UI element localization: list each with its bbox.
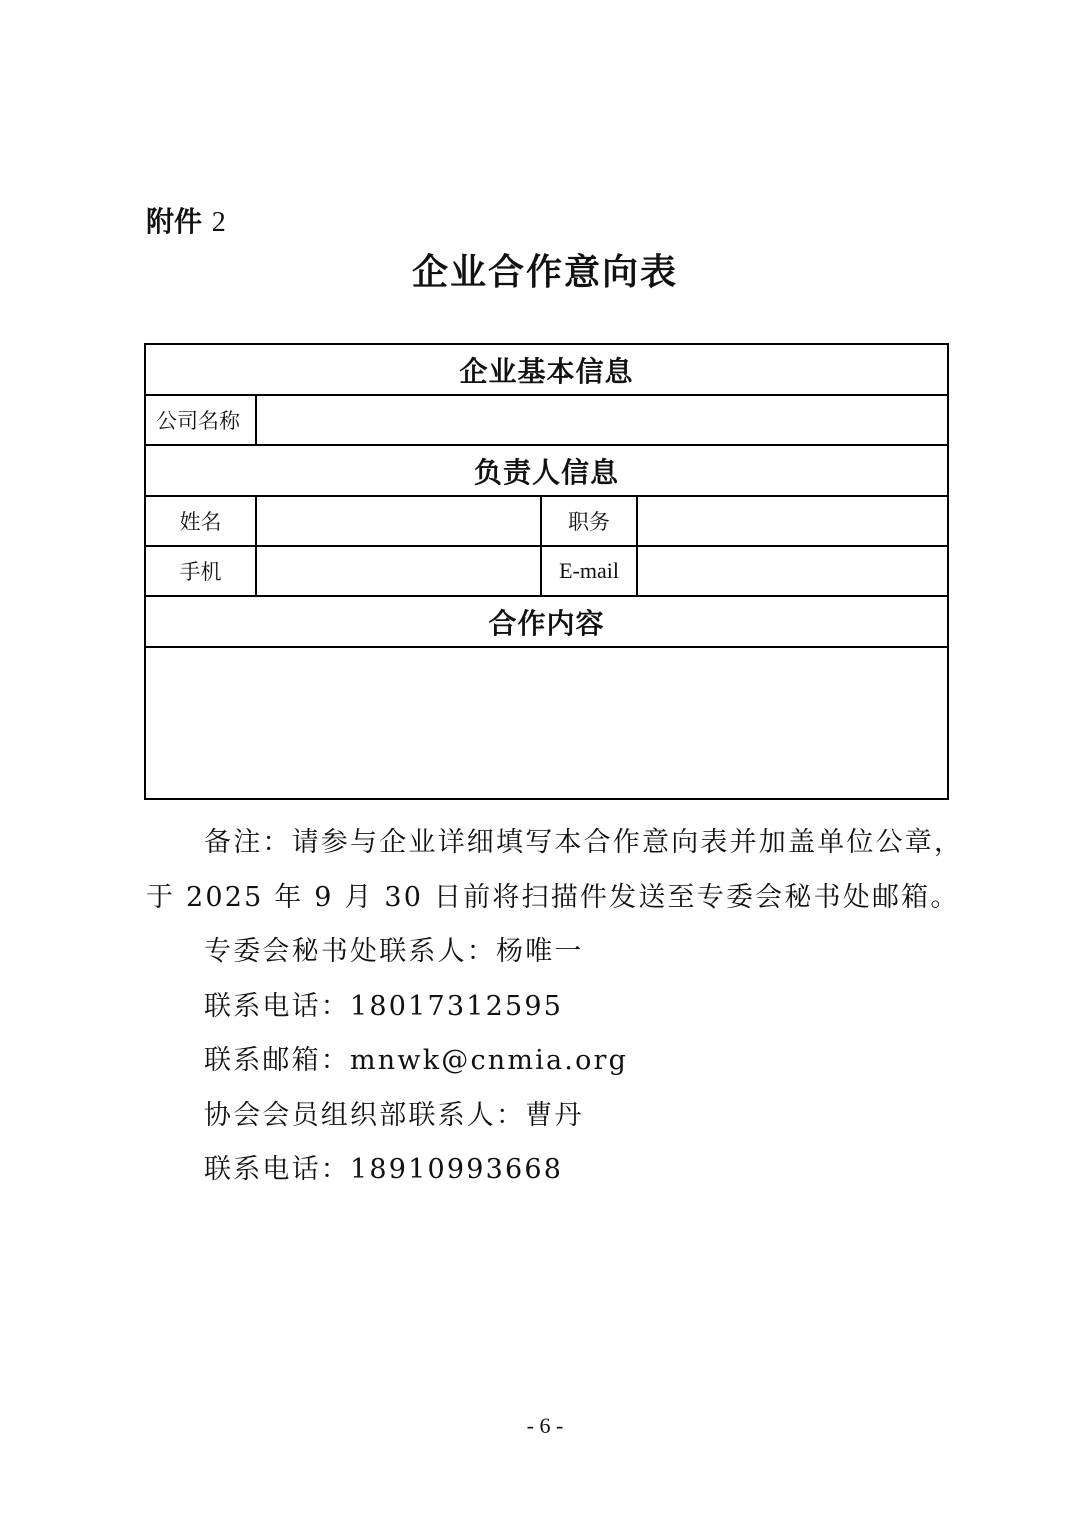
- secretariat-email: 联系邮箱：mnwk@cnmia.org: [204, 1045, 629, 1076]
- mobile-label: 手机: [145, 546, 256, 596]
- membership-contact: 协会会员组织部联系人：曹丹: [204, 1099, 584, 1131]
- cooperation-content-field[interactable]: [145, 647, 948, 799]
- attachment-text: 附件: [146, 205, 203, 238]
- page-title: 企业合作意向表: [411, 252, 678, 293]
- attachment-label: [146, 200, 226, 240]
- section-contact-info: 负责人信息: [145, 445, 948, 496]
- position-label: 职务: [541, 496, 637, 546]
- page-number: - 6 -: [526, 1413, 564, 1438]
- attachment-number: 2: [211, 207, 226, 238]
- email-label: E-mail: [541, 546, 637, 596]
- notes-block: [146, 816, 964, 1198]
- position-field[interactable]: [637, 496, 948, 546]
- note-line-2: 于 2025 年 9 月 30 日前将扫描件发送至专委会秘书处邮箱。: [146, 881, 960, 913]
- cooperation-intent-form: [144, 343, 949, 800]
- name-field[interactable]: [256, 496, 541, 546]
- company-name-label: 公司名称: [145, 395, 256, 445]
- section-cooperation: 合作内容: [145, 596, 948, 647]
- email-field[interactable]: [637, 546, 948, 596]
- name-label: 姓名: [145, 496, 256, 546]
- secretariat-contact: 专委会秘书处联系人：杨唯一: [204, 936, 584, 967]
- note-line-1: 备注：请参与企业详细填写本合作意向表并加盖单位公章，: [204, 827, 964, 858]
- secretariat-phone: 联系电话：18017312595: [204, 990, 564, 1022]
- section-basic-info: 企业基本信息: [145, 344, 948, 395]
- mobile-field[interactable]: [256, 546, 541, 596]
- membership-phone: 联系电话：18910993668: [204, 1154, 564, 1185]
- company-name-field[interactable]: [256, 395, 948, 445]
